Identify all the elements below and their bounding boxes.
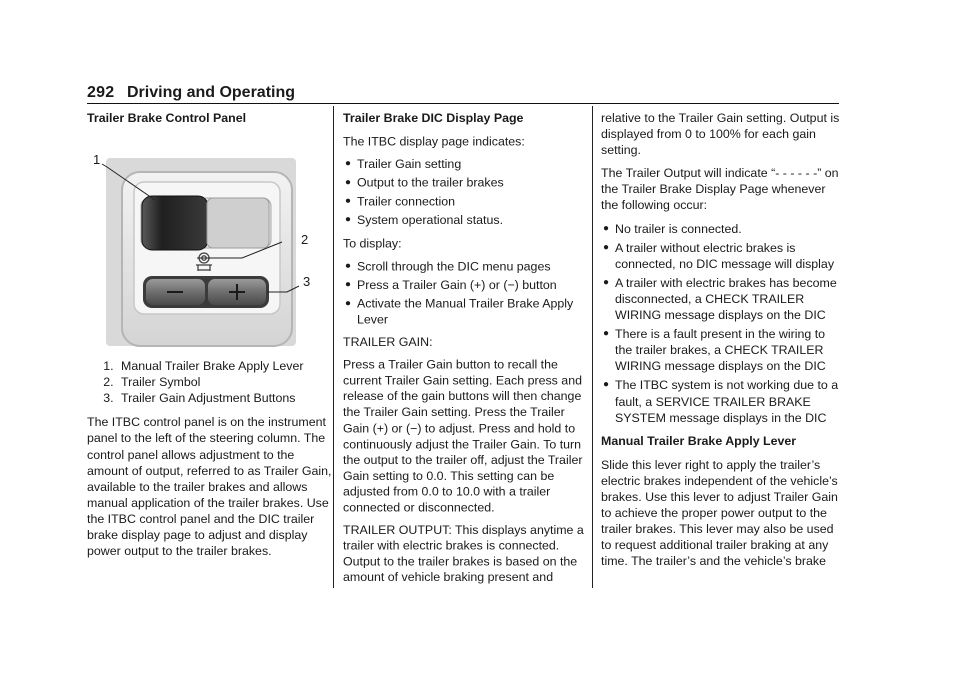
conditions-list — [601, 221, 841, 426]
control-panel-illustration — [87, 134, 333, 352]
section-title: Driving and Operating — [127, 84, 296, 101]
callout-3: 3 — [303, 274, 311, 290]
list-item: ● Trailer connection — [345, 194, 456, 209]
output-continuation: relative to the Trailer Gain setting. Output is displayed from 0 to 100% for each gain setting. — [601, 111, 840, 158]
lever-text: Slide this lever right to apply the trailer’s electric brakes independent of the vehicle’s brakes. Use this lever to adjust Trailer Gain to achieve the proper power output to the trailer brakes. This lever may also be used to request additional trailer braking at any time. The trailer’s and the vehicle’s brake — [601, 457, 838, 569]
output-indicate-text: The Trailer Output will indicate “- - - - - -” on the Trailer Brake Display Page whenever the following occur: — [601, 166, 839, 213]
list-item: ● A trailer without electric brakes is connected, no DIC message will display — [603, 240, 835, 271]
column-divider — [592, 106, 593, 588]
display-page-intro: The ITBC display page indicates: — [343, 134, 525, 149]
list-item: ● There is a fault present in the wiring to the trailer brakes, a CHECK TRAILER WIRING message displays on the DIC — [603, 327, 826, 374]
callout-2: 2 — [301, 232, 309, 248]
page-number: 292 — [87, 84, 115, 101]
column-divider — [333, 106, 334, 588]
callout-1: 1 — [93, 152, 101, 168]
list-item: ● A trailer with electric brakes has become disconnected, a CHECK TRAILER WIRING message displays on the DIC — [603, 275, 837, 323]
list-item: ● Press a Trailer Gain (+) or (−) button — [345, 277, 557, 292]
list-item: ● Scroll through the DIC menu pages — [345, 259, 551, 273]
legend-item: 1. Manual Trailer Brake Apply Lever — [117, 358, 333, 374]
control-panel-description: The ITBC control panel is on the instrument panel to the left of the steering column. The control panel allows adjustment to the amount of output, referred to as Trailer Gain, available to the trailer brakes and allows manual application of the trailer brakes. Use the ITBC control panel and the DIC trailer brake display page to adjust and display power output to the trailer brakes. — [87, 415, 332, 559]
list-item: ● Activate the Manual Trailer Brake Apply Lever — [345, 296, 574, 327]
column-3 — [601, 110, 841, 576]
to-display-label: To display: — [343, 236, 402, 251]
figure-legend — [87, 358, 333, 406]
list-item: ● Trailer Gain setting — [345, 157, 462, 172]
list-item: ● Output to the trailer brakes — [345, 176, 504, 190]
trailer-output-text: TRAILER OUTPUT: This displays anytime a trailer with electric brakes is connected. Output to the trailer brakes is based on the amount of vehicle braking present and — [343, 523, 584, 585]
trailer-gain-label: TRAILER GAIN: — [343, 335, 433, 350]
page-header — [87, 80, 839, 104]
to-display-list — [343, 258, 590, 327]
control-panel-figure — [87, 134, 333, 352]
legend-item: 3. Trailer Gain Adjustment Buttons — [117, 390, 333, 406]
column-1 — [87, 110, 333, 566]
list-item: ● No trailer is connected. — [603, 221, 742, 236]
trailer-gain-text: Press a Trailer Gain button to recall the current Trailer Gain setting. Each press and release of the gain buttons will then change the Trailer Gain setting. Press the Trailer Gain (+) or (−) to adjust. Press and hold to continuously adjust the Trailer Gain. To turn the output to the trailer off, adjust the Trailer Gain setting to 0.0. This setting can be adjusted from 0.0 to 10.0 with a trailer connected or disconnected. — [343, 358, 583, 515]
header-rule — [87, 103, 839, 104]
column-2 — [343, 110, 590, 592]
indicates-list — [343, 156, 590, 228]
list-item: ● The ITBC system is not working due to a fault, a SERVICE TRAILER BRAKE SYSTEM message displays in the DIC — [603, 378, 839, 425]
lever-heading: Manual Trailer Brake Apply Lever — [601, 433, 797, 448]
control-panel-heading: Trailer Brake Control Panel — [87, 111, 247, 125]
legend-item: 2. Trailer Symbol — [117, 374, 333, 390]
list-item: ● System operational status. — [345, 213, 504, 228]
display-page-heading: Trailer Brake DIC Display Page — [343, 110, 524, 125]
